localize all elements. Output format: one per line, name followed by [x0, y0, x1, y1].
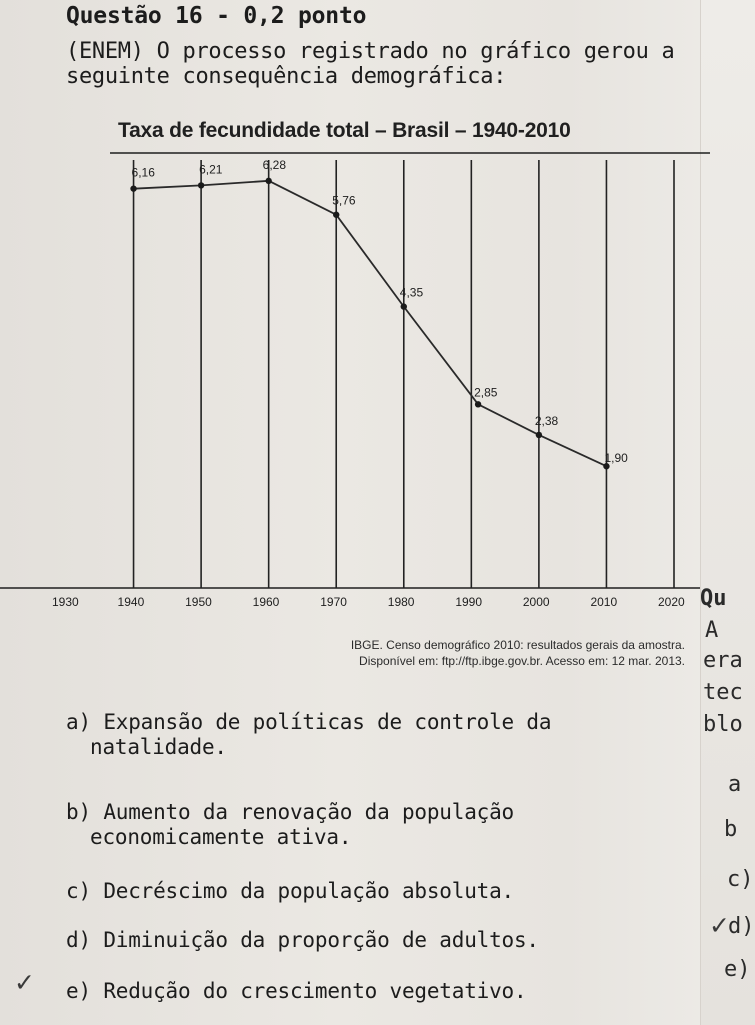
question-prompt-line-1: (ENEM) O processo registrado no gráfico gerou a	[66, 39, 675, 64]
next-question-fragment: Qu	[700, 586, 727, 611]
option-a-letter: a)	[66, 710, 91, 734]
data-label-1970: 5,76	[332, 193, 356, 208]
x-tick-label-1940: 1940	[117, 595, 145, 609]
option-e-text-line-1: Redução do crescimento vegetativo.	[103, 979, 527, 1003]
data-point-1950	[198, 182, 204, 188]
option-a-text-line-2: natalidade.	[90, 735, 227, 759]
next-option-b-fragment: b	[724, 817, 738, 842]
next-question-letter-fragment: A	[705, 618, 719, 643]
option-b-letter: b)	[66, 800, 91, 824]
data-label-2010: 1,90	[604, 451, 628, 466]
option-b[interactable]	[66, 800, 676, 850]
data-point-1991	[475, 401, 481, 407]
option-c-text-line-1: Decréscimo da população absoluta.	[103, 879, 514, 903]
chart-title: Taxa de fecundidade total – Brasil – 1940-2010	[118, 119, 571, 142]
next-question-text-fragment-2: tec	[703, 680, 743, 705]
data-point-2000	[536, 432, 542, 438]
option-d-text-line-1: Diminuição da proporção de adultos.	[103, 928, 539, 952]
option-c-letter: c)	[66, 879, 91, 903]
source-line-1: IBGE. Censo demográfico 2010: resultados gerais da amostra.	[350, 638, 685, 652]
data-label-1991: 2,85	[474, 385, 498, 400]
data-point-1940	[130, 185, 136, 191]
checkmark-icon: ✓	[709, 911, 730, 940]
option-e[interactable]	[66, 979, 676, 1004]
option-a[interactable]	[66, 710, 676, 760]
data-label-1980: 4,35	[399, 285, 424, 300]
x-tick-label-1960: 1960	[252, 595, 280, 609]
x-tick-label-1970: 1970	[320, 595, 347, 609]
source-line-2: Disponível em: ftp://ftp.ibge.gov.br. Acesso em: 12 mar. 2013.	[359, 654, 685, 668]
question-prompt-line-2: seguinte consequência demográfica:	[66, 64, 507, 89]
x-tick-label-2000: 2000	[522, 595, 550, 609]
data-point-1980	[401, 303, 407, 309]
checkmark-icon: ✓	[14, 968, 35, 997]
next-option-c-fragment: c)	[727, 867, 754, 892]
next-option-d-fragment: d)	[728, 914, 755, 939]
x-tick-label-2020: 2020	[658, 595, 685, 609]
next-option-e-fragment: e)	[724, 957, 751, 982]
option-a-text-line-1: Expansão de políticas de controle da	[103, 710, 552, 734]
data-point-1970	[333, 212, 339, 218]
data-label-1940: 6,16	[131, 165, 155, 180]
next-question-text-fragment-3: blo	[703, 712, 743, 737]
option-d-letter: d)	[66, 928, 91, 952]
next-question-text-fragment-1: era	[703, 648, 743, 673]
data-label-1950: 6,21	[199, 162, 223, 177]
next-option-a-fragment: a	[728, 772, 742, 797]
option-d[interactable]	[66, 928, 676, 953]
option-c[interactable]	[66, 879, 676, 904]
question-title: Questão 16 - 0,2 ponto	[66, 3, 367, 29]
x-tick-label-1980: 1980	[387, 595, 415, 609]
x-tick-label-1990: 1990	[455, 595, 483, 609]
option-e-letter: e)	[66, 979, 91, 1003]
x-tick-label-1930: 1930	[52, 595, 79, 609]
data-label-1960: 6,28	[262, 157, 287, 172]
chart-source	[255, 637, 685, 669]
x-tick-label-1950: 1950	[185, 595, 212, 609]
data-point-1960	[265, 178, 271, 184]
data-label-2000: 2,38	[534, 413, 559, 428]
x-tick-label-2010: 2010	[590, 595, 618, 609]
option-b-text-line-2: economicamente ativa.	[90, 825, 352, 849]
option-b-text-line-1: Aumento da renovação da população	[103, 800, 514, 824]
